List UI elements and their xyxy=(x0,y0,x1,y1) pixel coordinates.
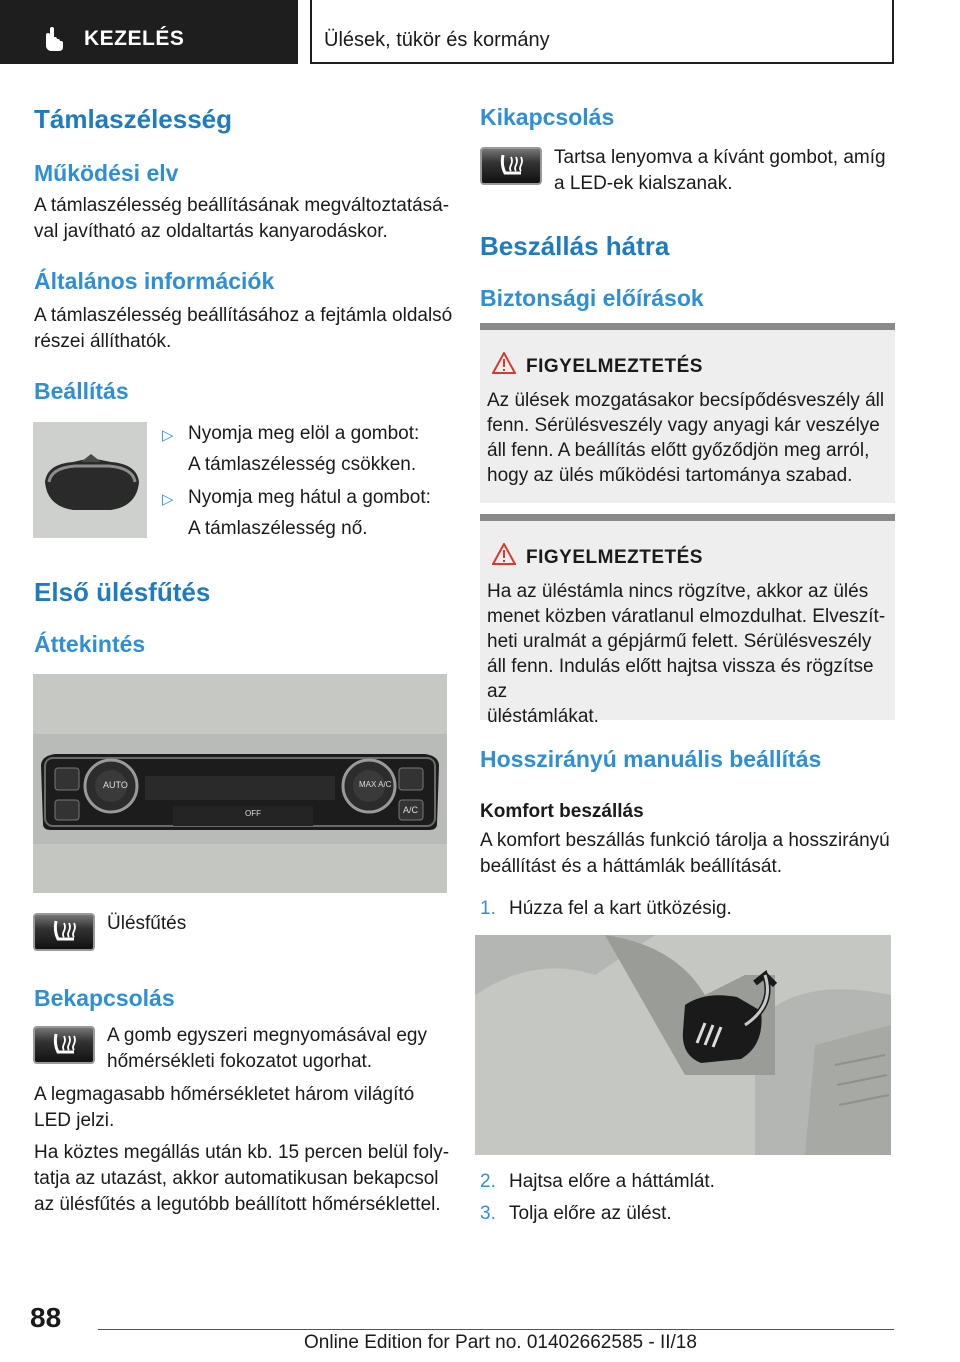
resume-text-2: tatja az utazást, akkor automatikusan bekapcsol xyxy=(34,1168,439,1189)
heading-manual-adjust: Hosszirányú manuális beállítás xyxy=(480,746,822,772)
heading-front-seat-heating: Első ülésfűtés xyxy=(34,577,211,607)
on-text-1: A gomb egyszeri megnyomásával egy xyxy=(107,1025,427,1046)
heading-backrest-width: Támlaszélesség xyxy=(34,104,233,134)
led-text-1: A legmagasabb hőmérsékletet három világító xyxy=(34,1084,415,1105)
step1-result: A támlaszélesség csökken. xyxy=(188,454,417,475)
seat-heating-on-button-icon xyxy=(33,1026,95,1064)
step2-text: Nyomja meg hátul a gombot: xyxy=(188,487,431,508)
comfort-text-1: A komfort beszállás funkció tárolja a hosszirányú xyxy=(480,830,890,851)
step1-text: Nyomja meg elöl a gombot: xyxy=(188,423,420,444)
comfort-text-2: beállítást és a háttámlák beállítását. xyxy=(480,856,783,877)
panel-auto-label: AUTO xyxy=(103,780,128,790)
heading-safety: Biztonsági előírások xyxy=(480,285,704,311)
warning-1-line-2: fenn. Sérülésveszély vagy anyagi kár veszélye xyxy=(487,415,880,436)
heading-rear-entry: Beszállás hátra xyxy=(480,231,670,261)
hand-pointer-icon xyxy=(40,26,66,52)
general-text-1: A támlaszélesség beállításához a fejtámla oldalsó xyxy=(34,305,453,326)
warning-box-1 xyxy=(480,323,895,503)
step-2-text: Hajtsa előre a háttámlát. xyxy=(509,1171,715,1192)
warning-box-2 xyxy=(480,514,895,727)
step-2-number: 2. xyxy=(480,1171,496,1192)
step-3-number: 3. xyxy=(480,1203,496,1224)
online-edition-text: Online Edition for Part no. 01402662585 - II/18 xyxy=(304,1332,697,1353)
off-text-1: Tartsa lenyomva a kívánt gombot, amíg xyxy=(554,147,886,168)
heading-comfort-entry: Komfort beszállás xyxy=(480,801,644,822)
header-chapter-label: Ülések, tükör és kormány xyxy=(324,29,550,51)
backrest-width-button-photo xyxy=(33,422,147,538)
heading-overview: Áttekintés xyxy=(34,631,146,657)
panel-off-label: OFF xyxy=(245,809,261,818)
principle-text-1: A támlaszélesség beállításának megváltoztatásá- xyxy=(34,195,450,216)
warning-2-line-3: heti uralmát a gépjármű felett. Sérülésveszély xyxy=(487,631,872,652)
seat-heating-off-button-icon xyxy=(480,147,542,185)
step-3-text: Tolja előre az ülést. xyxy=(509,1203,672,1224)
heading-general-info: Általános információk xyxy=(34,268,275,294)
panel-max-ac-label: MAX A/C xyxy=(359,780,392,789)
seat-heating-label: Ülésfűtés xyxy=(107,913,187,934)
warning-1-line-4: hogy az ülés működési tartománya szabad. xyxy=(487,465,853,486)
step1-bullet-icon: ▷ xyxy=(162,427,174,444)
warning-triangle-icon xyxy=(492,543,516,565)
resume-text-3: az ülésfűtés a legutóbb beállított hőmérséklettel. xyxy=(34,1194,441,1215)
seat-lever-photo xyxy=(475,935,891,1155)
seat-heating-button-icon xyxy=(33,913,95,951)
off-text-2: a LED-ek kialszanak. xyxy=(554,173,733,194)
step-1-text: Húzza fel a kart ütközésig. xyxy=(509,898,732,919)
resume-text-1: Ha köztes megállás után kb. 15 percen belül foly- xyxy=(34,1142,450,1163)
heading-principle: Működési elv xyxy=(34,160,179,186)
heading-switch-off: Kikapcsolás xyxy=(480,104,615,130)
warning-1-line-1: Az ülések mozgatásakor becsípődésveszély áll xyxy=(487,390,885,411)
climate-panel-photo xyxy=(33,674,447,893)
principle-text-2: val javítható az oldaltartás kanyarodáskor. xyxy=(34,221,388,242)
warning-2-line-2: menet közben váratlanul elmozdulhat. Elveszít- xyxy=(487,606,886,627)
step2-result: A támlaszélesség nő. xyxy=(188,518,368,539)
heading-switch-on: Bekapcsolás xyxy=(34,985,175,1011)
header-chapter xyxy=(310,0,894,64)
warning-2-title: FIGYELMEZTETÉS xyxy=(526,547,703,568)
header-section-tab xyxy=(0,0,298,64)
warning-2-line-5: üléstámlákat. xyxy=(487,706,599,727)
on-text-2: hőmérsékleti fokozatot ugorhat. xyxy=(107,1051,373,1072)
warning-1-title: FIGYELMEZTETÉS xyxy=(526,356,703,377)
warning-1-line-3: áll fenn. A beállítás előtt győződjön meg arról, xyxy=(487,440,870,461)
general-text-2: részei állíthatók. xyxy=(34,331,172,352)
panel-ac-label: A/C xyxy=(403,805,419,815)
step-1-number: 1. xyxy=(480,898,496,919)
led-text-2: LED jelzi. xyxy=(34,1110,115,1131)
header-section-label: KEZELÉS xyxy=(84,27,185,50)
step2-bullet-icon: ▷ xyxy=(162,491,174,508)
footer-divider xyxy=(98,1329,894,1330)
page-number: 88 xyxy=(30,1302,62,1333)
warning-triangle-icon xyxy=(492,352,516,374)
heading-setting: Beállítás xyxy=(34,378,129,404)
warning-2-line-4: áll fenn. Indulás előtt hajtsa vissza és rögzítse az xyxy=(487,656,874,702)
warning-2-line-1: Ha az üléstámla nincs rögzítve, akkor az ülés xyxy=(487,581,869,602)
